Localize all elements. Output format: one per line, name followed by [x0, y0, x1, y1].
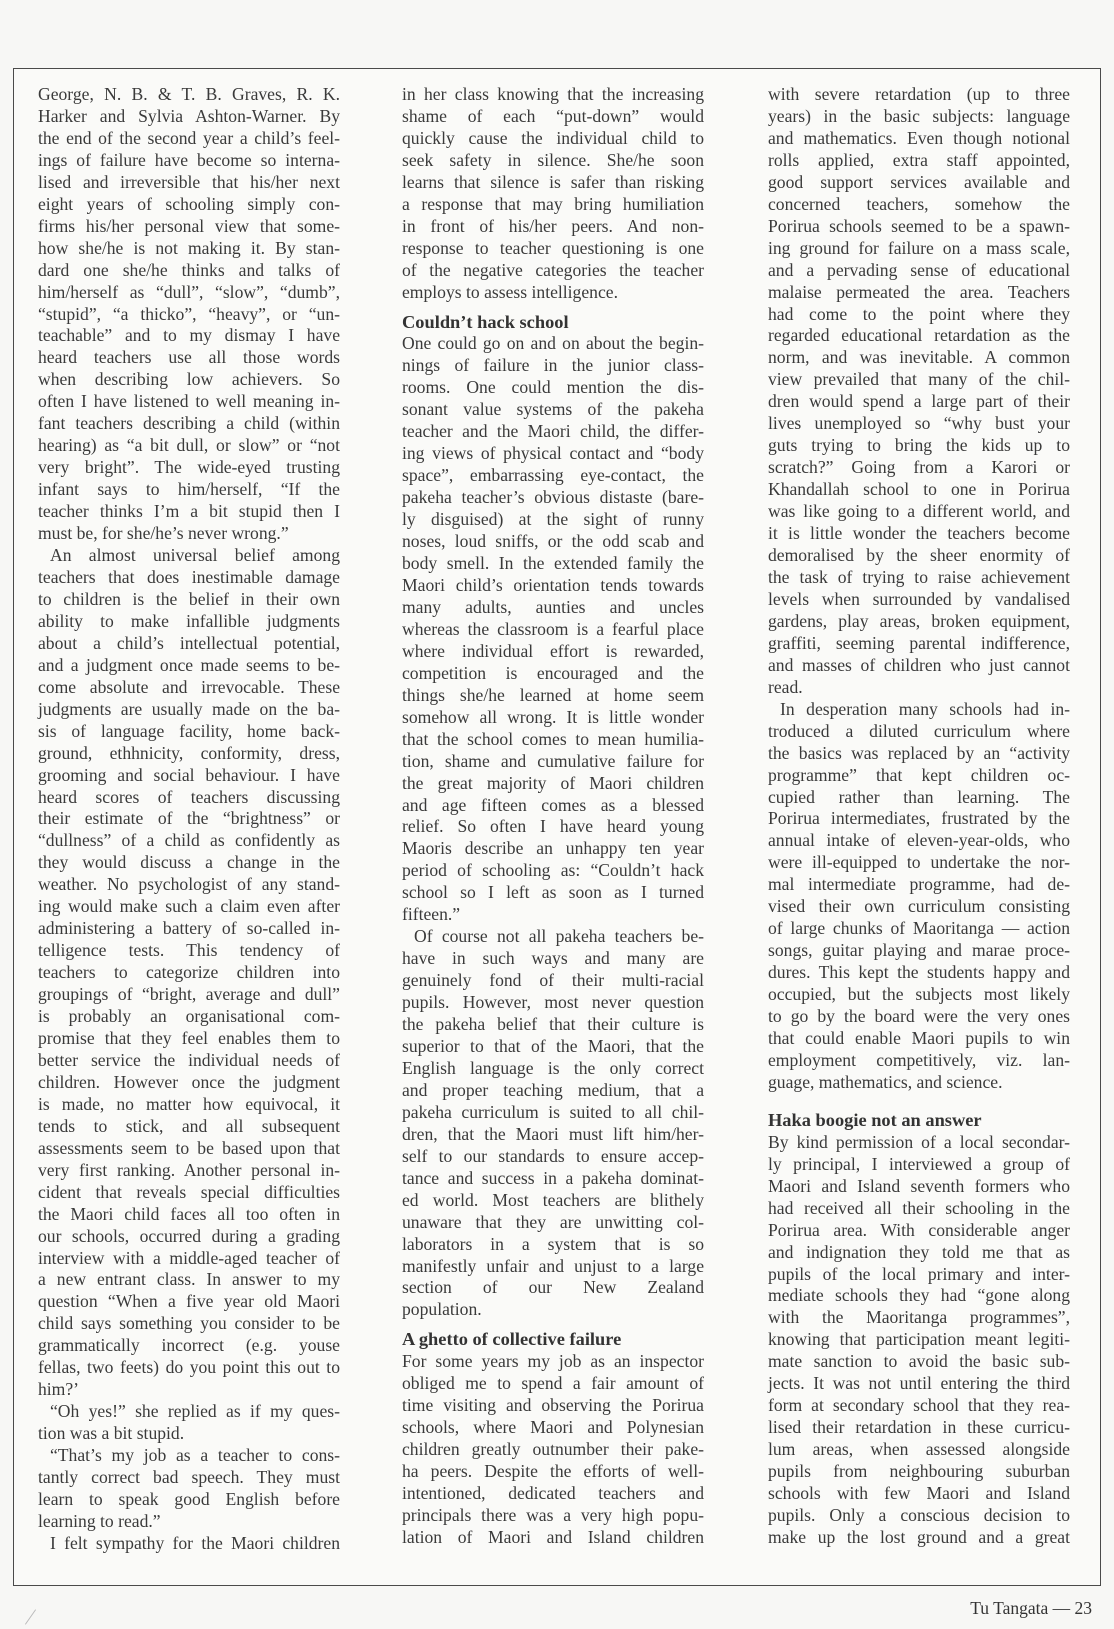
text-line: ly disguised) at the sight of runny — [402, 509, 704, 530]
text-line: ing ground for failure on a mass scale, — [768, 237, 1070, 258]
text-line: fant teachers describing a child (within — [38, 413, 340, 434]
text-line: regarded educational retardation as the — [768, 325, 1070, 346]
text-line: pupils from neighbouring suburban — [768, 1461, 1070, 1482]
text-line: scratch?” Going from a Karori or — [768, 457, 1070, 478]
text-line: cupied rather than learning. The — [768, 786, 1070, 807]
text-line: dures. This kept the students happy and — [768, 962, 1070, 983]
text-line: very first ranking. Another personal in- — [38, 1159, 340, 1180]
text-line: dren, that the Maori must lift him/her- — [402, 1123, 704, 1144]
text-line: heard scores of teachers discussing — [38, 786, 340, 807]
text-line: somehow all wrong. It is little wonder — [402, 706, 704, 727]
paragraph — [38, 1445, 340, 1533]
text-line: dard one she/he thinks and talks of — [38, 259, 340, 280]
text-line: grooming and social behaviour. I have — [38, 764, 340, 785]
text-line: make up the lost ground and a great — [768, 1526, 1070, 1547]
text-line: have in such ways and many are — [402, 948, 704, 969]
text-line: Harker and Sylvia Ashton-Warner. By — [38, 105, 340, 126]
text-line: and indignation they told me that as — [768, 1241, 1070, 1262]
text-line: section of our New Zealand — [402, 1277, 704, 1298]
text-line: sis of language facility, home back- — [38, 720, 340, 741]
text-line: English language is the only correct — [402, 1057, 704, 1078]
section-heading: A ghetto of collective failure — [402, 1329, 622, 1350]
text-line: view prevailed that many of the chil- — [768, 369, 1070, 390]
text-line: tion, shame and cumulative failure for — [402, 750, 704, 771]
text-line: laborators in a system that is so — [402, 1233, 704, 1254]
text-line: about a child’s intellectual potential, — [38, 632, 340, 653]
text-line: genuinely fond of their multi-racial — [402, 970, 704, 991]
text-line: where individual effort is rewarded, — [402, 640, 704, 661]
text-line: Maori child’s orientation tends towards — [402, 574, 704, 595]
text-line: teachers to categorize children into — [38, 962, 340, 983]
text-line: knowing that participation meant legiti- — [768, 1329, 1070, 1350]
text-line: lised and irreversible that his/her next — [38, 171, 340, 192]
text-line: schools with few Maori and Island — [768, 1483, 1070, 1504]
text-line: read. — [768, 676, 803, 697]
text-line: the pakeha belief that their culture is — [402, 1014, 704, 1035]
text-line: malaise permeated the area. Teachers — [768, 281, 1070, 302]
text-line: vised their own curriculum consisting — [768, 896, 1070, 917]
text-line: shame of each “put-down” would — [402, 105, 704, 126]
article-column-1 — [38, 84, 340, 1555]
text-line: principals there was a very high popu- — [402, 1505, 704, 1525]
text-line: superior to that of the Maori, that the — [402, 1035, 704, 1056]
text-line: that the school comes to mean humilia- — [402, 728, 704, 749]
text-line: In desperation many schools had in- — [780, 698, 1070, 719]
text-line: Of course not all pakeha teachers be- — [414, 926, 704, 947]
text-line: pakeha teacher’s obvious distaste (bare- — [402, 487, 704, 508]
text-line: One could go on and on about the begin- — [402, 333, 704, 354]
text-line: ings of failure have become so interna- — [38, 149, 340, 170]
text-line: dren would spend a large part of their — [768, 391, 1070, 412]
text-line: body smell. In the extended family the — [402, 553, 704, 574]
text-line: fifteen.” — [402, 904, 461, 925]
text-line: Khandallah school to one in Porirua — [768, 479, 1070, 500]
text-line: teachers that does inestimable damage — [38, 566, 340, 587]
text-line: telligence tests. This tendency of — [38, 940, 340, 961]
text-line: concerned teachers, somehow the — [768, 193, 1070, 214]
text-line: employment competitively, viz. lan- — [768, 1049, 1070, 1070]
page-footer — [970, 1598, 1092, 1619]
text-line: hearing) as “a bit dull, or slow” or “not — [38, 435, 340, 456]
section-heading: Couldn’t hack school — [402, 311, 569, 332]
text-line: come absolute and irrevocable. These — [38, 676, 340, 697]
text-line: schools, where Maori and Polynesian — [402, 1417, 704, 1438]
text-line: good support services available and — [768, 171, 1070, 192]
text-line: ly principal, I interviewed a group of — [768, 1153, 1070, 1174]
text-line: children. However once the judgment — [38, 1071, 340, 1092]
page-number: 23 — [1074, 1598, 1092, 1618]
text-line: mal intermediate programme, had de- — [768, 874, 1070, 895]
footer-separator: — — [1052, 1598, 1071, 1618]
text-line: the end of the second year a child’s feel- — [38, 127, 340, 148]
text-line: manifestly unfair and unjust to a large — [402, 1255, 704, 1276]
text-line: him?’ — [38, 1379, 80, 1400]
text-line: Porirua schools seemed to be a spawn- — [768, 215, 1070, 236]
text-line: was like going to a different world, and — [768, 501, 1070, 522]
article-column-2 — [402, 84, 704, 1549]
text-line: time visiting and observing the Porirua — [402, 1395, 704, 1416]
text-line: to children is the belief in their own — [38, 588, 340, 609]
paragraph — [402, 926, 704, 1321]
text-line: things she/he learned at home seem — [402, 684, 704, 705]
text-line: occupied, but the subjects most likely — [768, 984, 1070, 1005]
text-line: ing would make such a claim even after — [38, 896, 340, 917]
text-line: administering a battery of so-called in- — [38, 918, 340, 939]
text-line: rooms. One could mention the dis- — [402, 377, 704, 398]
paragraph — [38, 1401, 340, 1445]
text-line: it is little wonder the teachers become — [768, 523, 1070, 544]
text-line: learn to speak good English before — [38, 1489, 340, 1509]
text-line: tion was a bit stupid. — [38, 1423, 185, 1444]
text-line: ing views of physical contact and “body — [402, 443, 704, 464]
text-line: Porirua intermediates, frustrated by the — [768, 808, 1070, 829]
text-line: ability to make infallible judgments — [38, 610, 340, 631]
text-line: the basics was replaced by an “activity — [768, 742, 1070, 763]
text-line: “dullness” of a child as confidently as — [38, 830, 340, 851]
text-line: is made, no matter how equivocal, it — [38, 1093, 340, 1114]
text-line: teacher and the Maori child, the differ- — [402, 421, 704, 442]
text-line: pupils. Only a conscious decision to — [768, 1505, 1070, 1525]
text-line: noses, loud sniffs, or the odd scab and — [402, 531, 704, 552]
text-line: nings of failure in the junior class- — [402, 355, 704, 376]
text-line: in front of his/her peers. And non- — [402, 215, 704, 236]
text-line: eight years of schooling simply con- — [38, 193, 340, 214]
text-line: and masses of children who just cannot — [768, 654, 1070, 675]
text-line: levels when surrounded by vandalised — [768, 588, 1070, 609]
text-line: learns that silence is safer than risking — [402, 171, 704, 192]
publication-name: Tu Tangata — [970, 1598, 1049, 1618]
text-line: a response that may bring humiliation — [402, 193, 704, 214]
text-line: relief. So often I have heard young — [402, 816, 704, 837]
text-line: annual intake of eleven-year-olds, who — [768, 830, 1070, 851]
paragraph — [38, 84, 340, 545]
paragraph — [402, 84, 704, 304]
text-line: assessments seem to be based upon that — [38, 1137, 340, 1158]
text-line: and mathematics. Even though notional — [768, 127, 1070, 148]
text-line: grammatically incorrect (e.g. youse — [38, 1335, 340, 1356]
text-line: population. — [402, 1299, 482, 1320]
text-line: tends to stick, and all subsequent — [38, 1115, 340, 1136]
text-line: cident that reveals special difficulties — [38, 1181, 340, 1202]
text-line: question “When a five year old Maori — [38, 1291, 340, 1312]
text-line: ha peers. Despite the efforts of well- — [402, 1461, 704, 1482]
text-line: child says something you consider to be — [38, 1313, 340, 1334]
text-line: heard teachers use all those words — [38, 347, 340, 368]
text-line: they would discuss a change in the — [38, 852, 340, 873]
text-line: space”, embarrassing eye-contact, the — [402, 465, 704, 486]
text-line: tance and success in a pakeha dominat- — [402, 1167, 704, 1188]
text-line: An almost universal belief among — [50, 545, 340, 566]
text-line: school so I left as soon as I turned — [402, 882, 704, 903]
text-line: Maori and Island seventh formers who — [768, 1175, 1070, 1196]
text-line: firms his/her personal view that some- — [38, 215, 340, 236]
text-line: the task of trying to raise achievement — [768, 566, 1070, 587]
text-line: unaware that they are unwitting col- — [402, 1211, 704, 1232]
text-line: their estimate of the “brightness” or — [38, 808, 340, 829]
text-line: teachable” and to my dismay I have — [38, 325, 340, 346]
text-line: of the negative categories the teacher — [402, 259, 704, 280]
text-line: guage, mathematics, and science. — [768, 1071, 1003, 1092]
text-line: teacher thinks I’m a bit stupid then I — [38, 501, 340, 522]
text-line: lives unemployed so “why bust your — [768, 413, 1070, 434]
text-line: interview with a middle-aged teacher of — [38, 1247, 340, 1268]
text-line: and a pervading sense of educational — [768, 259, 1070, 280]
text-line: demoralised by the sheer enormity of — [768, 545, 1070, 566]
text-line: George, N. B. & T. B. Graves, R. K. — [38, 84, 340, 104]
text-line: “That’s my job as a teacher to cons- — [50, 1445, 340, 1466]
text-line: employs to assess intelligence. — [402, 281, 618, 302]
text-line: sonant value systems of the pakeha — [402, 399, 704, 420]
text-line: were ill-equipped to undertake the nor- — [768, 852, 1070, 873]
text-line: how she/he is not making it. By stan- — [38, 237, 340, 258]
text-line: programme” that kept children oc- — [768, 764, 1070, 785]
text-line: fellas, two feets) do you point this out to — [38, 1357, 340, 1378]
text-line: the Maori child faces all too often in — [38, 1203, 340, 1224]
text-line: “stupid”, “a thicko”, “heavy”, or “un- — [38, 303, 340, 324]
text-line: is probably an organisational com- — [38, 1006, 340, 1027]
text-line: norm, and was inevitable. A common — [768, 347, 1070, 368]
text-line: pupils. However, most never question — [402, 992, 704, 1013]
text-line: judgments are usually made on the ba- — [38, 698, 340, 719]
text-line: of large chunks of Maoritanga — action — [768, 918, 1070, 939]
article-column-3 — [768, 84, 1070, 1549]
section-heading: Haka boogie not an answer — [768, 1109, 982, 1130]
text-line: seek safety in silence. She/he soon — [402, 149, 704, 170]
text-line: the great majority of Maori children — [402, 772, 704, 793]
text-line: By kind permission of a local secondar- — [768, 1131, 1070, 1152]
text-line: jects. It was not until entering the third — [768, 1373, 1070, 1394]
text-line: gardens, play areas, broken equipment, — [768, 610, 1070, 631]
text-line: with the Maoritanga programmes”, — [768, 1307, 1070, 1328]
text-line: I felt sympathy for the Maori children — [50, 1532, 340, 1553]
paragraph — [402, 1351, 704, 1549]
text-line: learning to read.” — [38, 1510, 161, 1531]
text-line: pakeha curriculum is suited to all chil- — [402, 1101, 704, 1122]
text-line: Maoris describe an unhappy ten year — [402, 838, 704, 859]
text-line: mediate schools they had “gone along — [768, 1285, 1070, 1306]
text-line: period of schooling as: “Couldn’t hack — [402, 860, 704, 881]
text-line: weather. No psychologist of any stand- — [38, 874, 340, 895]
paragraph — [768, 699, 1070, 1094]
paragraph — [38, 1533, 340, 1555]
text-line: graffiti, seeming parental indifference, — [768, 632, 1070, 653]
text-line: had received all their schooling in the — [768, 1197, 1070, 1218]
text-line: ed world. Most teachers are blithely — [402, 1189, 704, 1210]
text-line: mate sanction to avoid the basic sub- — [768, 1351, 1070, 1372]
text-line: our schools, occurred during a grading — [38, 1225, 340, 1246]
text-line: to go by the board were the very ones — [768, 1006, 1070, 1027]
text-line: often I have listened to well meaning in- — [38, 391, 340, 412]
text-line: with severe retardation (up to three — [768, 84, 1070, 104]
text-line: and age fifteen comes as a blessed — [402, 794, 704, 815]
text-line: lation of Maori and Island children — [402, 1526, 704, 1547]
text-line: troduced a diluted curriculum where — [768, 720, 1070, 741]
text-line: guts trying to bring the kids up to — [768, 435, 1070, 456]
text-line: and a judgment once made seems to be- — [38, 654, 340, 675]
text-line: very bright”. The wide-eyed trusting — [38, 457, 340, 478]
paragraph — [402, 333, 704, 926]
text-line: had come to the point where they — [768, 303, 1070, 324]
text-line: lum areas, when assessed alongside — [768, 1439, 1070, 1460]
text-line: For some years my job as an inspector — [402, 1351, 704, 1372]
paragraph — [768, 1132, 1070, 1549]
text-line: when describing low achievers. So — [38, 369, 340, 390]
text-line: in her class knowing that the increasing — [402, 84, 704, 104]
text-line: intentioned, dedicated teachers and — [402, 1483, 704, 1504]
text-line: songs, guitar playing and marae proce- — [768, 940, 1070, 961]
paragraph — [768, 84, 1070, 699]
text-line: groupings of “bright, average and dull” — [38, 984, 340, 1005]
text-line: children greatly outnumber their pake- — [402, 1439, 704, 1460]
text-line: Porirua area. With considerable anger — [768, 1219, 1070, 1240]
text-line: better service the individual needs of — [38, 1049, 340, 1070]
text-line: lised their retardation in these curricu- — [768, 1417, 1070, 1438]
text-line: years) in the basic subjects: language — [768, 105, 1070, 126]
text-line: obliged me to spend a fair amount of — [402, 1373, 704, 1394]
text-line: pupils of the local primary and inter- — [768, 1263, 1070, 1284]
text-line: ground, ethhnicity, conformity, dress, — [38, 742, 340, 763]
text-line: promise that they feel enables them to — [38, 1027, 340, 1048]
text-line: whereas the classroom is a fearful place — [402, 618, 704, 639]
text-line: self to our standards to ensure accep- — [402, 1145, 704, 1166]
text-line: and proper teaching medium, that a — [402, 1079, 704, 1100]
text-line: a new entrant class. In answer to my — [38, 1269, 340, 1290]
text-line: competition is encouraged and the — [402, 662, 704, 683]
text-line: tantly correct bad speech. They must — [38, 1467, 340, 1488]
text-line: form at secondary school that they rea- — [768, 1395, 1070, 1416]
text-line: must be, for she/he’s never wrong.” — [38, 523, 289, 544]
scan-mark — [25, 1609, 36, 1624]
text-line: that could enable Maori pupils to win — [768, 1027, 1070, 1048]
text-line: quickly cause the individual child to — [402, 127, 704, 148]
text-line: rolls applied, extra staff appointed, — [768, 149, 1070, 170]
text-line: “Oh yes!” she replied as if my ques- — [50, 1401, 340, 1422]
text-line: response to teacher questioning is one — [402, 237, 704, 258]
text-line: many adults, aunties and uncles — [402, 596, 704, 617]
text-line: infant says to him/herself, “If the — [38, 479, 340, 500]
text-line: him/herself as “dull”, “slow”, “dumb”, — [38, 281, 340, 302]
paragraph — [38, 545, 340, 1401]
